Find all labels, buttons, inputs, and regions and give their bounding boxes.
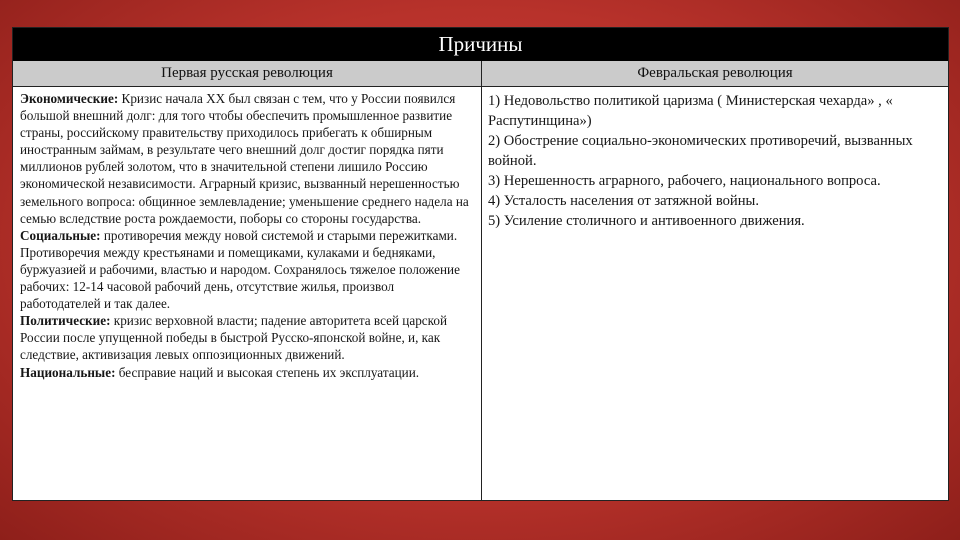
table-title: Причины bbox=[13, 28, 948, 61]
content-row bbox=[13, 87, 948, 501]
section-label: Экономические: bbox=[20, 91, 119, 106]
national-causes bbox=[20, 364, 477, 381]
causes-table bbox=[12, 27, 949, 501]
header-february-revolution: Февральская революция bbox=[637, 65, 793, 81]
list-item: 1) Недовольство политикой царизма ( Министерская чехарда» , « Распутинщина») bbox=[488, 93, 893, 129]
february-revolution-causes bbox=[482, 87, 948, 501]
section-text: бесправие наций и высокая степень их эксплуатации. bbox=[115, 364, 420, 380]
list-item: 3) Нерешенность аграрного, рабочего, национального вопроса. bbox=[488, 173, 881, 189]
section-text: Кризис начала XX был связан с тем, что у России появился большой внешний долг: для того чтобы обеспечить промышленное развитие страны, российскому правительству приходилось прибегать к обширным иностранным займам, в результате чего внешний долг достиг порядка пяти миллионов рублей золотом, что в значительной степени лишило Россию экономической независимости. Аграрный кризис, вызванный нерешенностью земельного вопроса: общинное землевладение; уменьшение среднего надела на семью вследствие роста рождаемости, поборы со стороны государства. bbox=[20, 91, 469, 226]
section-label: Социальные: bbox=[20, 227, 101, 243]
list-item: 5) Усиление столичного и антивоенного движения. bbox=[488, 213, 805, 229]
economic-causes bbox=[20, 90, 477, 227]
section-text: противоречия между новой системой и старыми пережитками. Противоречия между крестьянами и помещиками, кулаками и бедняками, буржуазией и рабочими, властью и народом. Сохранялось тяжелое положение рабочих: 12-14 часовой рабочий день, отсутствие жилья, произвол работодателей и так далее. bbox=[20, 227, 460, 312]
social-causes bbox=[20, 227, 477, 312]
section-text: кризис верховной власти; падение авторитета всей царской России после упущенной победы в быстрой Русско-японской войне, и, как следствие, активизация левых оппозиционных движений. bbox=[20, 313, 448, 363]
list-item: 4) Усталость населения от затяжной войны. bbox=[488, 193, 759, 209]
header-first-revolution: Первая русская революция bbox=[13, 61, 482, 86]
political-causes bbox=[20, 312, 477, 363]
first-revolution-causes bbox=[13, 87, 482, 501]
list-item: 2) Обострение социально-экономических противоречий, вызванных войной. bbox=[488, 133, 913, 169]
header-row bbox=[13, 61, 948, 87]
section-label: Национальные: bbox=[20, 364, 116, 380]
section-label: Политические: bbox=[20, 313, 111, 329]
